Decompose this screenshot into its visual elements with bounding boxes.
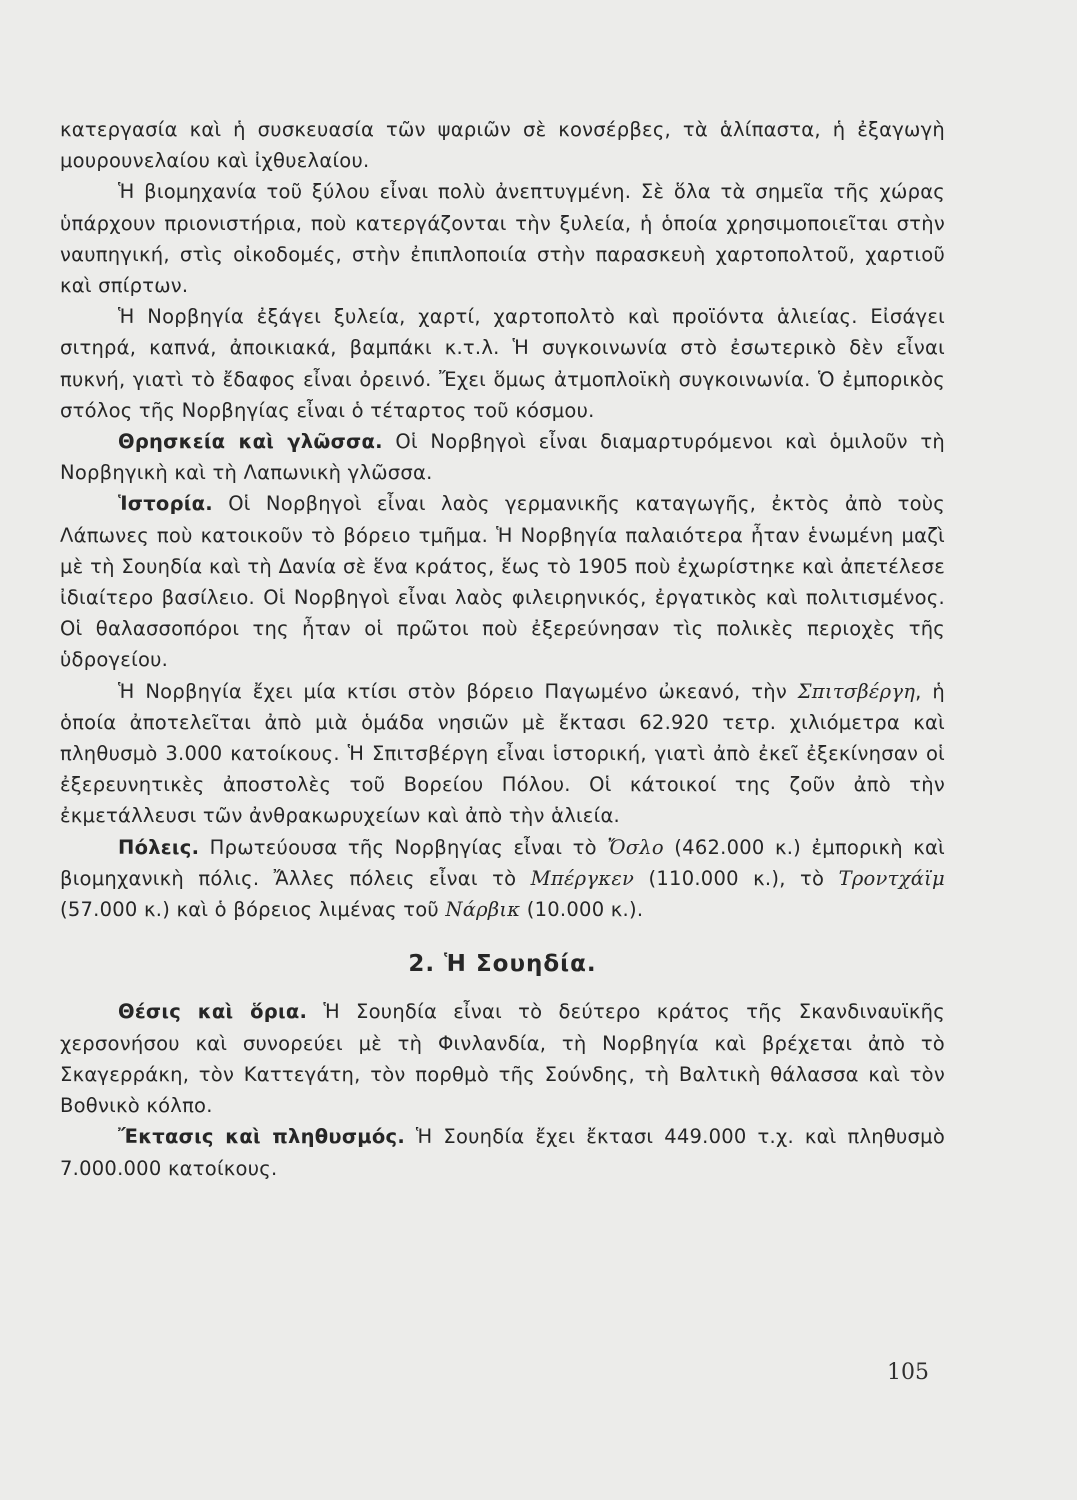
city-bergen: Μπέργκεν	[530, 866, 635, 890]
cities-text-3: (110.000 κ.), τὸ	[634, 866, 839, 890]
spitsbergen-name: Σπιτσβέργη	[797, 679, 916, 703]
paragraph-position	[60, 996, 945, 1121]
cities-text-4: (57.000 κ.) καὶ ὁ βόρειος λιμένας τοῦ	[60, 898, 446, 922]
paragraph-area	[60, 1121, 945, 1183]
cities-text-5: (10.000 κ.).	[520, 898, 644, 922]
history-text: Οἱ Νορβηγοὶ εἶναι λαὸς γερμανικῆς καταγωγῆς, ἐκτὸς ἀπὸ τοὺς Λάπωνες ποὺ κατοικοῦν τὸ βόρειο τμῆμα. Ἡ Νορβηγία παλαιότερα ἦταν ἑνωμένη μαζὶ μὲ τὴ Σουηδία καὶ τὴ Δανία σὲ ἕνα κράτος, ἕως τὸ 1905 ποὺ ἐχωρίστηκε καὶ ἀπετέλεσε ἰδιαίτερο βασίλειο. Οἱ Νορβηγοὶ εἶναι λαὸς φιλειρηνικός, ἐργατικὸς καὶ πολιτισμένος. Οἱ θαλασσοπόροι της ἦταν οἱ πρῶτοι ποὺ ἐξερεύνησαν τὶς πολικὲς περιοχὲς τῆς ὑδρογείου.	[60, 492, 945, 672]
paragraph-spitsbergen	[60, 676, 945, 832]
position-text: Ἡ Σουηδία εἶναι τὸ δεύτερο κράτος τῆς Σκανδιναυϊκῆς χερσονήσου καὶ συνορεύει μὲ τὴ Φινλανδία, τὴ Νορβηγία καὶ βρέχεται ἀπὸ τὸ Σκαγερράκη, τὸν Καττεγάτη, τὸν πορθμὸ τῆς Σούνδης, τὴ Βαλτικὴ θάλασσα καὶ τὸν Βοθνικὸ κόλπο.	[60, 1000, 945, 1118]
paragraph-trade: Ἡ Νορβηγία ἐξάγει ξυλεία, χαρτί, χαρτοπολτὸ καὶ προϊόντα ἁλιείας. Εἰσάγει σιτηρά, καπνά, ἀποικιακά, βαμπάκι κ.τ.λ. Ἡ συγκοινωνία στὸ ἐσωτερικὸ δὲν εἶναι πυκνή, γιατὶ τὸ ἔδαφος εἶναι ὀρεινό. Ἔχει ὅμως ἀτμοπλοϊκὴ συγκοινωνία. Ὁ ἐμπορικὸς στόλος τῆς Νορβηγίας εἶναι ὁ τέταρτος τοῦ κόσμου.	[60, 305, 945, 422]
area-label: Ἔκτασις καὶ πληθυσμός.	[118, 1125, 405, 1149]
cities-text-1: Πρωτεύουσα τῆς Νορβηγίας εἶναι τὸ	[199, 835, 608, 859]
cities-text-2: (462.000 κ.) ἐμπορικὴ καὶ βιομηχανικὴ πόλις. Ἄλλες πόλεις εἶναι τὸ	[60, 835, 945, 890]
section-heading-sweden: 2. Ἡ Σουηδία.	[408, 951, 597, 978]
city-narvik: Νάρβικ	[445, 898, 521, 922]
religion-text: Οἱ Νορβηγοὶ εἶναι διαμαρτυρόμενοι καὶ ὁμιλοῦν τὴ Νορβηγικὴ καὶ τὴ Λαπωνικὴ γλῶσσα.	[60, 430, 945, 485]
paragraph-cities	[60, 832, 945, 926]
paragraph-religion	[60, 426, 945, 488]
paragraph-wood-industry: Ἡ βιομηχανία τοῦ ξύλου εἶναι πολὺ ἀνεπτυγμένη. Σὲ ὅλα τὰ σημεῖα τῆς χώρας ὑπάρχουν πριονιστήρια, ποὺ κατεργάζονται τὴν ξυλεία, ἡ ὁποία χρησιμοποιεῖται στὴν ναυπηγική, στὶς οἰκοδομές, στὴν ἐπιπλοποιία στὴν παρασκευὴ χαρτοπολτοῦ, χαρτιοῦ καὶ σπίρτων.	[60, 180, 945, 298]
spitsbergen-text-after: , ἡ ὁποία ἀποτελεῖται ἀπὸ μιὰ ὁμάδα νησιῶν μὲ ἔκτασι 62.920 τετρ. χιλιόμετρα καὶ πληθυσμὸ 3.000 κατοίκους. Ἡ Σπιτσβέργη εἶναι ἱστορική, γιατὶ ἀπὸ ἐκεῖ ἐξεκίνησαν οἱ ἐξερευνητικὲς ἀποστολὲς τοῦ Βορείου Πόλου. Οἱ κάτοικοί της ζοῦν ἀπὸ τὴν ἐκμετάλλευσι τῶν ἀνθρακωρυχείων καὶ ἀπὸ τὴν ἁλιεία.	[60, 679, 945, 828]
spitsbergen-text-before: Ἡ Νορβηγία ἔχει μία κτίσι στὸν βόρειο Παγωμένο ὠκεανό, τὴν	[118, 679, 798, 703]
religion-label: Θρησκεία καὶ γλῶσσα.	[118, 430, 383, 454]
body-text	[60, 114, 945, 1184]
history-label: Ἱστορία.	[118, 492, 213, 516]
area-text: Ἡ Σουηδία ἔχει ἔκτασι 449.000 τ.χ. καὶ πληθυσμὸ 7.000.000 κατοίκους.	[60, 1125, 945, 1180]
city-trondheim: Τροντχάϊμ	[838, 866, 945, 890]
position-label: Θέσις καὶ ὅρια.	[118, 1000, 308, 1024]
paragraph-history	[60, 488, 945, 675]
city-oslo: Ὄσλο	[607, 835, 664, 859]
cities-label: Πόλεις.	[118, 835, 200, 859]
page-number: 105	[887, 1360, 929, 1385]
paragraph-fish-industry: κατεργασία καὶ ἡ συσκευασία τῶν ψαριῶν σὲ κονσέρβες, τὰ ἁλίπαστα, ἡ ἐξαγωγὴ μουρουνελαίου καὶ ἰχθυελαίου.	[60, 118, 945, 173]
